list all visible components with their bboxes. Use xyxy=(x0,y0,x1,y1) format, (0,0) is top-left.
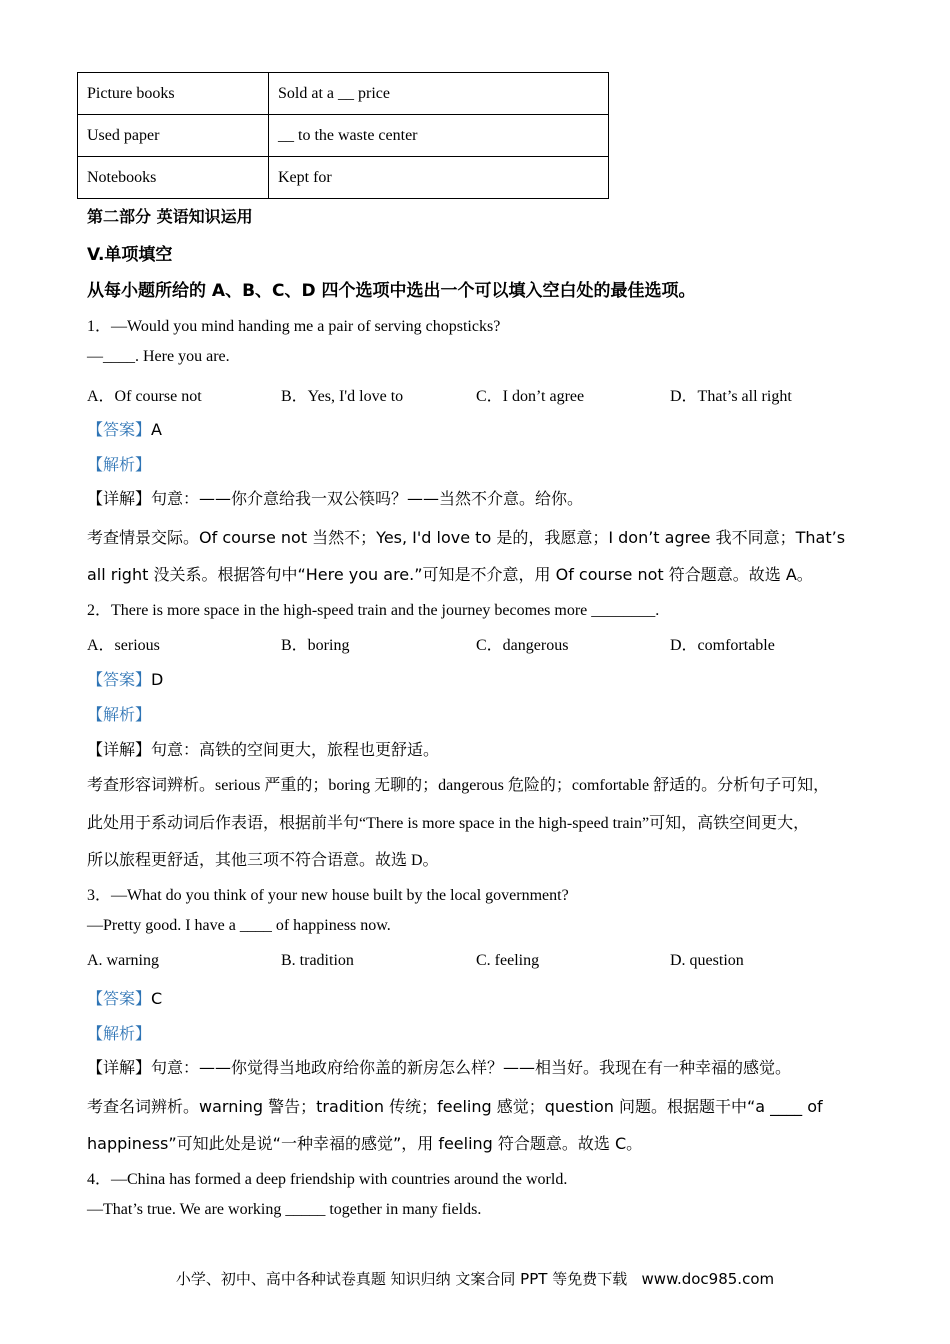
option-d: D. question xyxy=(670,952,744,969)
question-stem: —That’s true. We are working _____ together in many fields. xyxy=(87,1201,482,1218)
explanation-line: happiness”可知此处是说“一种幸福的感觉”，用 feeling 符合题意。故选 C。 xyxy=(87,1134,643,1153)
option-b: B．boring xyxy=(281,637,350,654)
question-stem: —Pretty good. I have a ____ of happiness now. xyxy=(87,917,391,934)
answer-tag: 【答案】 xyxy=(87,989,152,1008)
answer-value: A xyxy=(151,420,162,439)
answer-tag: 【答案】 xyxy=(87,420,152,439)
option-a: A．serious xyxy=(87,637,160,654)
instruction: 从每小题所给的 A、B、C、D 四个选项中选出一个可以填入空白处的最佳选项。 xyxy=(87,281,696,301)
table-cell: Picture books xyxy=(78,73,269,115)
detail-tag: 【详解】 xyxy=(87,489,152,508)
sub-title: V.单项填空 xyxy=(87,245,173,265)
detail-line xyxy=(87,1055,791,1078)
option-c: C．dangerous xyxy=(476,637,569,654)
analysis-tag: 【解析】 xyxy=(87,705,152,724)
detail-text: 句意：——你觉得当地政府给你盖的新房怎么样？——相当好。我现在有一种幸福的感觉。 xyxy=(151,1058,792,1077)
detail-text: 句意：高铁的空间更大，旅程也更舒适。 xyxy=(151,742,440,759)
answer-line xyxy=(87,417,162,440)
table-cell: Sold at a __ price xyxy=(269,73,609,115)
option-a: A. warning xyxy=(87,952,159,969)
page-footer xyxy=(0,1268,950,1289)
footer-site-link[interactable]: www.doc985.com xyxy=(641,1270,775,1288)
option-c: C．I don’t agree xyxy=(476,388,585,405)
explanation-line: all right 没关系。根据答句中“Here you are.”可知是不介意，用 Of course not 符合题意。故选 A。 xyxy=(87,565,813,584)
table-row xyxy=(78,73,609,115)
question-stem: 2．There is more space in the high-speed train and the journey becomes more ________. xyxy=(87,602,660,619)
table-cell: Used paper xyxy=(78,115,269,157)
answer-line xyxy=(87,986,162,1009)
analysis-tag: 【解析】 xyxy=(87,455,152,474)
explanation-line: 考查情景交际。Of course not 当然不；Yes, I'd love to 是的，我愿意；I don’t agree 我不同意；That’s xyxy=(87,528,846,547)
answer-tag: 【答案】 xyxy=(87,670,152,689)
question-stem: 3．—What do you think of your new house built by the local government? xyxy=(87,887,569,904)
detail-line xyxy=(87,737,439,760)
detail-text: 句意：——你介意给我一双公筷吗？——当然不介意。给你。 xyxy=(151,489,584,508)
detail-tag: 【详解】 xyxy=(87,740,152,759)
option-a: A．Of course not xyxy=(87,388,202,405)
detail-line xyxy=(87,486,583,509)
option-d: D．comfortable xyxy=(670,637,775,654)
option-b: B．Yes, I'd love to xyxy=(281,388,404,405)
table-row xyxy=(78,157,609,199)
table-cell: Kept for xyxy=(269,157,609,199)
explanation-line: 此处用于系动词后作表语，根据前半句“There is more space in the high-speed train”可知，高铁空间更大， xyxy=(87,815,810,832)
question-stem: —____. Here you are. xyxy=(87,348,230,365)
explanation-line: 考查形容词辨析。serious 严重的；boring 无聊的；dangerous 危险的；comfortable 舒适的。分析句子可知， xyxy=(87,777,830,794)
explanation-line: 所以旅程更舒适，其他三项不符合语意。故选 D。 xyxy=(87,852,439,869)
table-row xyxy=(78,115,609,157)
option-c: C. feeling xyxy=(476,952,540,969)
detail-tag: 【详解】 xyxy=(87,1058,152,1077)
option-b: B. tradition xyxy=(281,952,354,969)
table-cell: __ to the waste center xyxy=(269,115,609,157)
table-cell: Notebooks xyxy=(78,157,269,199)
option-d: D．That’s all right xyxy=(670,388,792,405)
explanation-line: 考查名词辨析。warning 警告；tradition 传统；feeling 感觉；question 问题。根据题干中“a ____ of xyxy=(87,1097,823,1116)
footer-text: 小学、初中、高中各种试卷真题 知识归纳 文案合同 PPT 等免费下载 xyxy=(175,1270,628,1288)
answer-line xyxy=(87,667,163,690)
question-stem: 1．—Would you mind handing me a pair of serving chopsticks? xyxy=(87,318,501,335)
answer-value: D xyxy=(151,670,164,689)
analysis-tag: 【解析】 xyxy=(87,1024,152,1043)
question-stem: 4．—China has formed a deep friendship with countries around the world. xyxy=(87,1171,568,1188)
part-title: 第二部分 英语知识运用 xyxy=(87,207,253,226)
info-table xyxy=(77,72,609,199)
answer-value: C xyxy=(151,989,163,1008)
